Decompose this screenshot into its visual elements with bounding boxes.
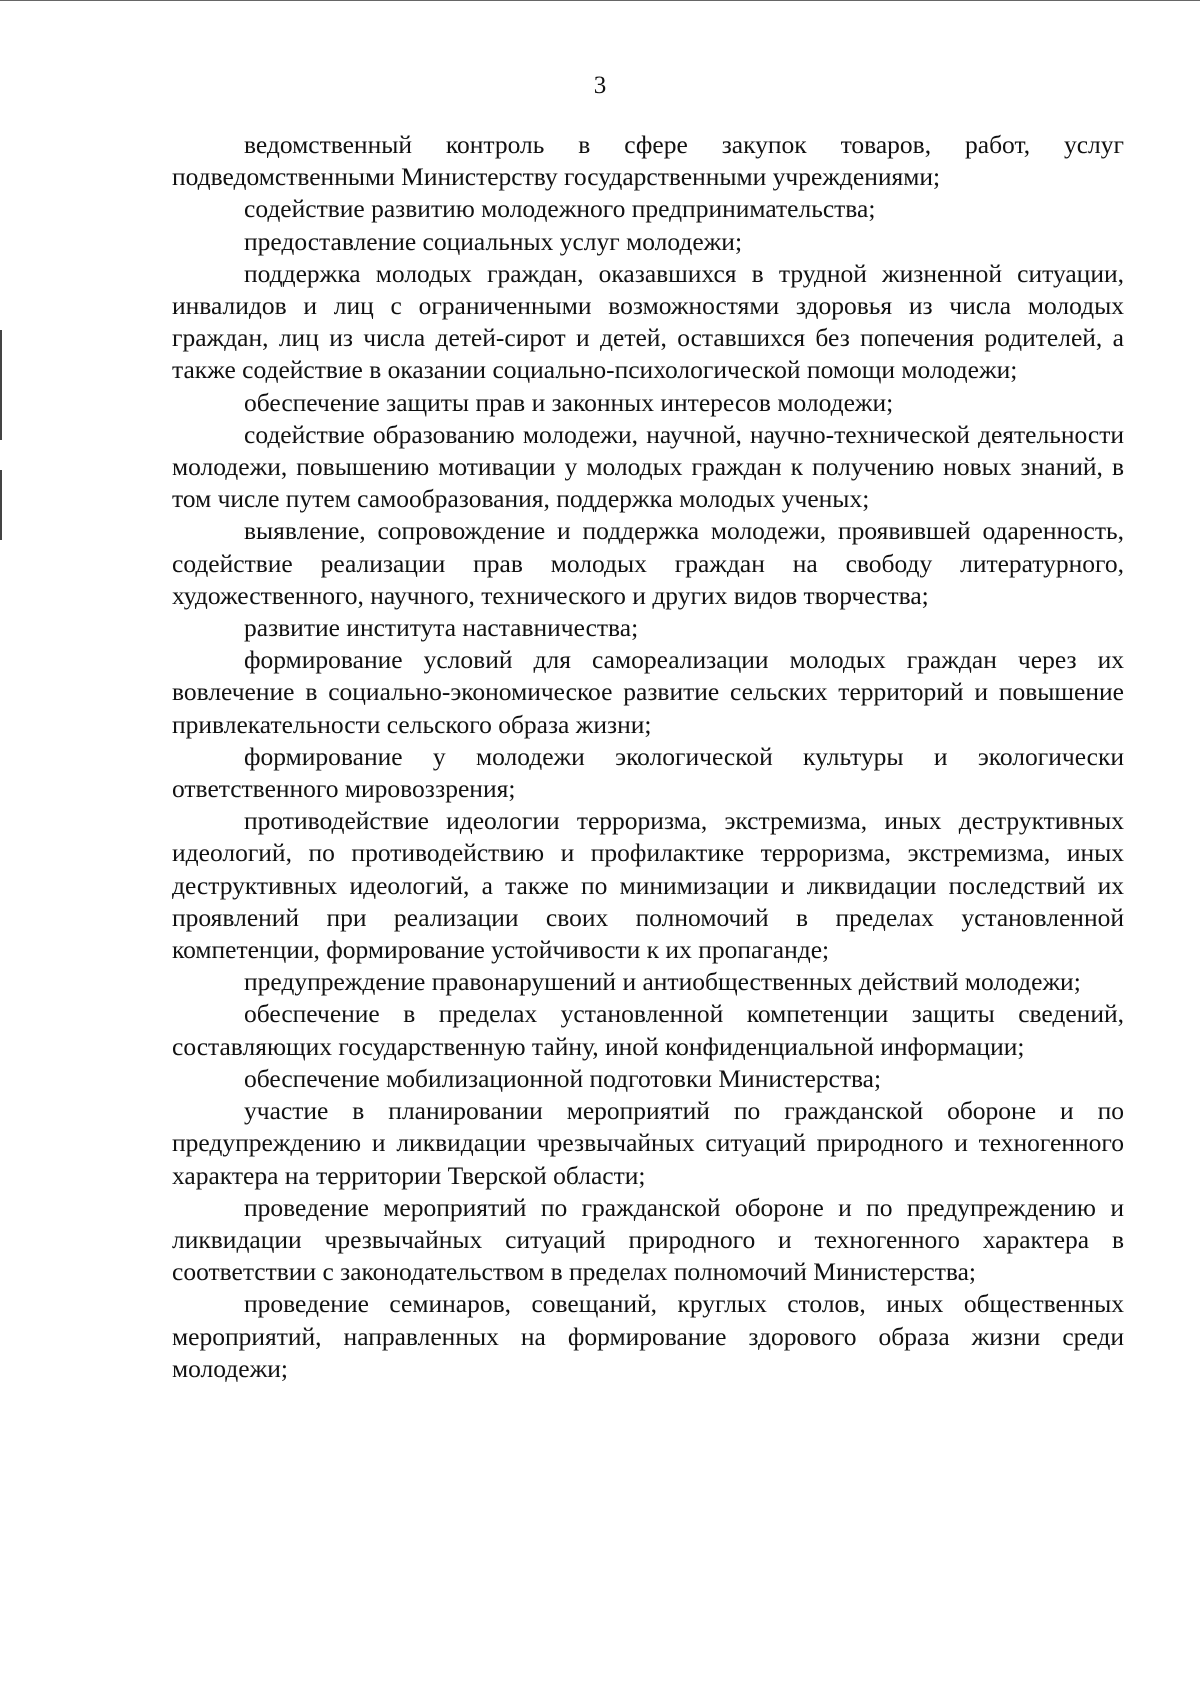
paragraph: ведомственный контроль в сфере закупок товаров, работ, услуг подведомственными Министерству государственными учреждениями; [172,130,1124,192]
paragraph: предоставление социальных услуг молодежи; [244,226,743,256]
scan-left-edge [0,470,2,540]
scan-left-edge [0,330,2,440]
paragraph: выявление, сопровождение и поддержка молодежи, проявившей одаренность, содействие реализации прав молодых граждан на свободу литературного, художественного, научного, технического и других видов творчества; [172,516,1124,610]
paragraph: противодействие идеологии терроризма, экстремизма, иных деструктивных идеологий, по противодействию и профилактике терроризма, экстремизма, иных деструктивных идеологий, а также по минимизации и ликвидации последствий их проявлений при реализации своих полномочий в пределах установленной компетенции, формирование устойчивости к их пропаганде; [172,806,1124,965]
paragraph: участие в планировании мероприятий по гражданской обороне и по предупреждению и ликвидации чрезвычайных ситуаций природного и техногенного характера на территории Тверской области; [172,1096,1124,1190]
paragraph: предупреждение правонарушений и антиобщественных действий молодежи; [244,967,1081,997]
document-body [172,129,1124,1385]
paragraph: формирование условий для самореализации молодых граждан через их вовлечение в социально-экономическое развитие сельских территорий и повышение привлекательности сельского образа жизни; [172,645,1124,739]
paragraph: развитие института наставничества; [244,613,639,643]
page-number: 3 [593,72,607,99]
paragraph: формирование у молодежи экологической культуры и экологически ответственного мировоззрения; [172,741,1124,804]
paragraph: содействие развитию молодежного предпринимательства; [244,194,876,224]
scan-top-edge [0,0,1200,1]
paragraph: обеспечение мобилизационной подготовки Министерства; [244,1063,882,1093]
paragraph: обеспечение в пределах установленной компетенции защиты сведений, составляющих государственную тайну, иной конфиденциальной информации; [172,999,1124,1061]
paragraph: проведение мероприятий по гражданской обороне и по предупреждению и ликвидации чрезвычайных ситуаций природного и техногенного характера в соответствии с законодательством в пределах полномочий Министерства; [172,1192,1124,1287]
paragraph: обеспечение защиты прав и законных интересов молодежи; [244,387,894,417]
paragraph: проведение семинаров, совещаний, круглых столов, иных общественных мероприятий, направленных на формирование здорового образа жизни среди молодежи; [172,1289,1124,1383]
paragraph: поддержка молодых граждан, оказавшихся в трудной жизненной ситуации, инвалидов и лиц с ограниченными возможностями здоровья из числа молодых граждан, лиц из числа детей-сирот и детей, оставшихся без попечения родителей, а также содействие в оказании социально-психологической помощи молодежи; [172,258,1124,385]
paragraph: содействие образованию молодежи, научной, научно-технической деятельности молодежи, повышению мотивации у молодых граждан к получению новых знаний, в том числе путем самообразования, поддержка молодых ученых; [172,419,1124,514]
